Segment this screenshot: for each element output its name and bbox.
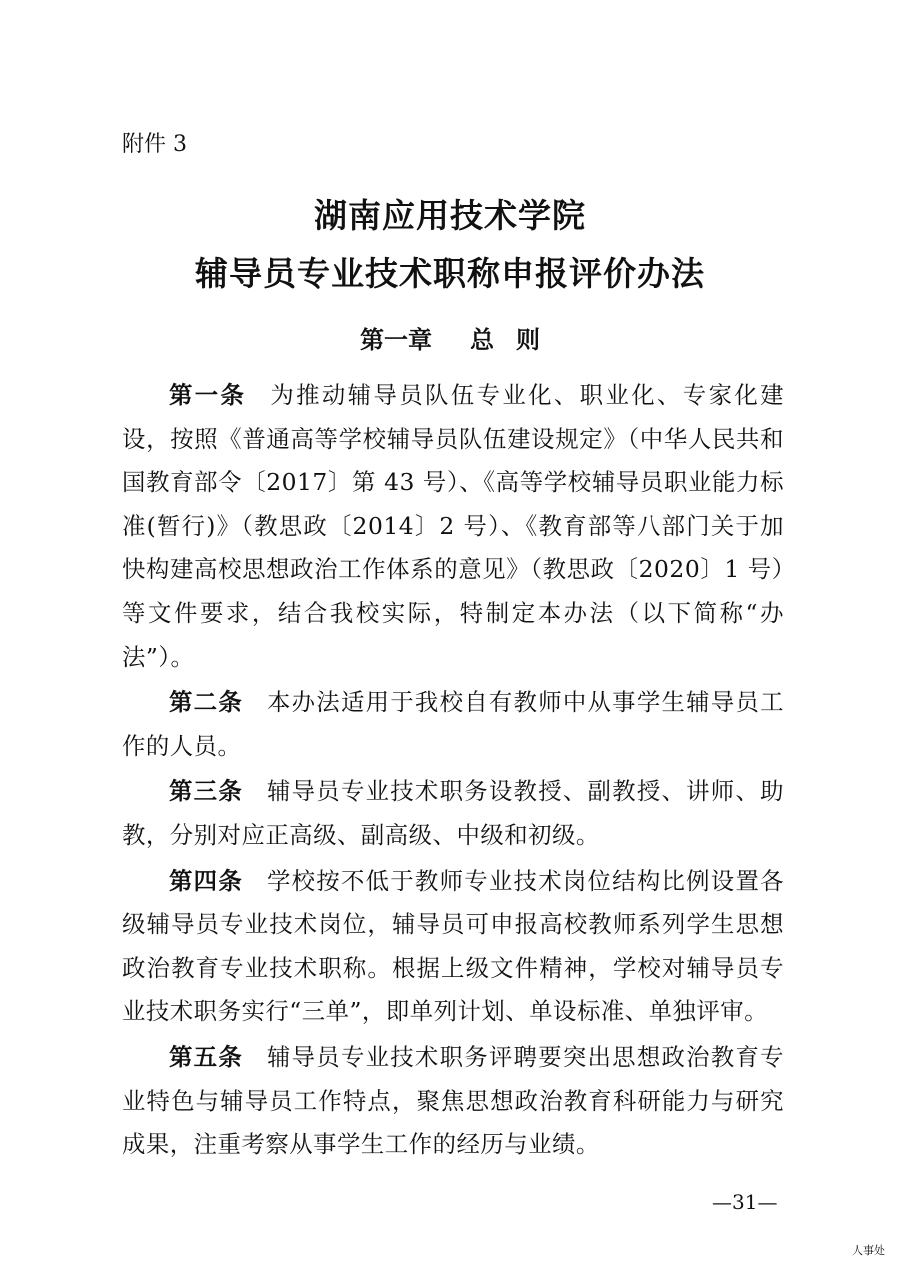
- document-title-line-1: 湖南应用技术学院: [314, 196, 586, 235]
- article-2: [122, 681, 784, 768]
- article-4: [122, 860, 784, 1034]
- page-number: —31—: [712, 1190, 778, 1214]
- chapter-number: 第一章: [360, 325, 432, 354]
- article-number: 第三条: [169, 777, 243, 806]
- corner-mark: 人事处: [852, 1244, 885, 1257]
- article-3: [122, 770, 784, 857]
- article-text: 学校按不低于教师专业技术岗位结构比例设置各级辅导员专业技术岗位，辅导员可申报高校教师系列学生思想政治教育专业技术职称。根据上级文件精神，学校对辅导员专业技术职务实行“三单”，即单列计划、单设标准、单独评审。: [122, 866, 785, 1026]
- article-text: 本办法适用于我校自有教师中从事学生辅导员工作的人员。: [122, 688, 785, 760]
- article-number: 第一条: [169, 381, 247, 409]
- article-5: [122, 1036, 784, 1167]
- attachment-label: 附件 3: [122, 132, 187, 157]
- chapter-heading: [0, 322, 900, 358]
- article-number: 第四条: [169, 866, 243, 895]
- article-1: [122, 374, 784, 679]
- article-text: 为推动辅导员队伍专业化、职业化、专家化建设，按照《普通高等学校辅导员队伍建设规定》（中华人民共和国教育部令〔2017〕第 43 号）、《高等学校辅导员职业能力标准(暂行)》（教思政〔2014〕2 号）、《教育部等八部门关于加快构建高校思想政治工作体系的意见》（教思政〔2020〕1 号）等文件要求，结合我校实际，特制定本办法（以下简称“办法”）。: [122, 381, 785, 671]
- chapter-name-part-2: 则: [516, 325, 540, 354]
- article-number: 第二条: [169, 688, 243, 717]
- article-text: 辅导员专业技术职务评聘要突出思想政治教育专业特色与辅导员工作特点，聚焦思想政治教育科研能力与研究成果，注重考察从事学生工作的经历与业绩。: [122, 1042, 785, 1159]
- article-text: 辅导员专业技术职务设教授、副教授、讲师、助教，分别对应正高级、副高级、中级和初级。: [122, 777, 785, 849]
- body-text: [122, 374, 784, 1169]
- article-number: 第五条: [169, 1042, 243, 1071]
- chapter-name-part-1: 总: [470, 325, 494, 354]
- document-title-line-2: 辅导员专业技术职称申报评价办法: [195, 254, 705, 293]
